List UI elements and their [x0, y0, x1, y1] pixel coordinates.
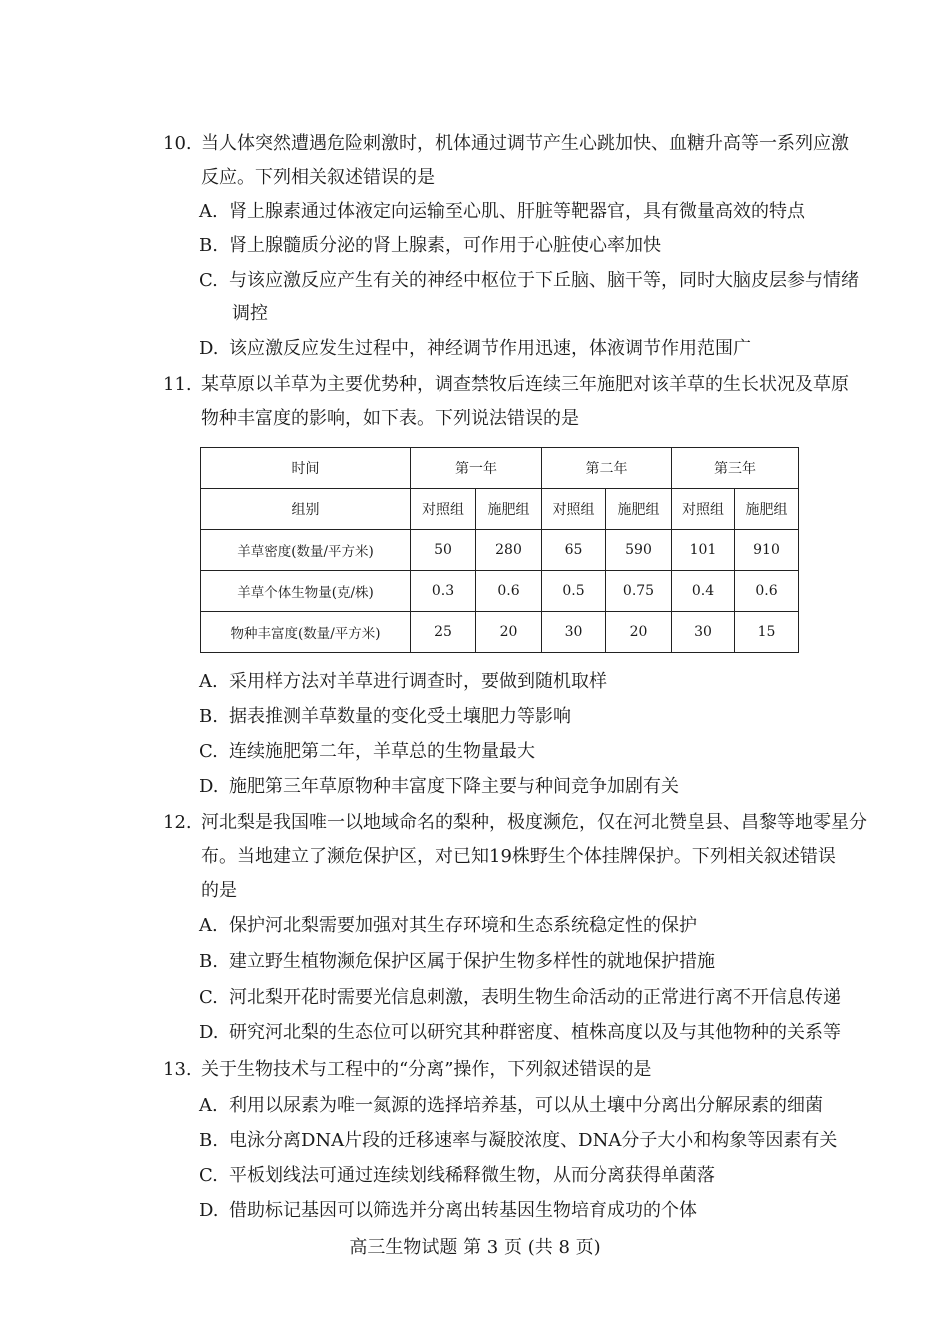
question-stem-line: 河北梨是我国唯一以地域命名的梨种，极度濒危，仅在河北赞皇县、昌黎等地零星分	[201, 812, 867, 833]
table-header-cell: 对照组	[542, 489, 606, 530]
option-d	[199, 1199, 697, 1223]
option-text: 肾上腺素通过体液定向运输至心肌、肝脏等靶器官，具有微量高效的特点	[229, 201, 805, 222]
table-header-row	[201, 448, 799, 489]
option-text: 采用样方法对羊草进行调查时，要做到随机取样	[229, 671, 607, 692]
table-header-cell: 对照组	[411, 489, 476, 530]
table-cell: 30	[542, 612, 606, 653]
option-label: B.	[199, 1130, 218, 1151]
option-text: 利用以尿素为唯一氮源的选择培养基，可以从土壤中分离出分解尿素的细菌	[229, 1095, 823, 1116]
option-label: D.	[199, 338, 219, 359]
table-cell: 65	[542, 530, 606, 571]
table-header-cell: 时间	[201, 448, 411, 489]
question-stem-line: 物种丰富度的影响，如下表。下列说法错误的是	[201, 408, 579, 429]
table-header-cell: 第二年	[542, 448, 672, 489]
option-text: 保护河北梨需要加强对其生存环境和生态系统稳定性的保护	[229, 915, 697, 936]
question-number: 10.	[163, 133, 192, 154]
option-label: B.	[199, 706, 218, 727]
option-text: 施肥第三年草原物种丰富度下降主要与种间竞争加剧有关	[229, 776, 679, 797]
option-text: 与该应激反应产生有关的神经中枢位于下丘脑、脑干等，同时大脑皮层参与情绪	[229, 270, 859, 291]
table-header-cell: 第三年	[672, 448, 799, 489]
option-d	[199, 1021, 841, 1045]
table-row	[201, 571, 799, 612]
option-label: C.	[199, 987, 218, 1008]
table-row	[201, 530, 799, 571]
option-label: B.	[199, 951, 218, 972]
option-label: A.	[199, 671, 218, 692]
option-label: A.	[199, 1095, 218, 1116]
option-b	[199, 1129, 837, 1153]
option-label: C.	[199, 741, 218, 762]
table-header-cell: 组别	[201, 489, 411, 530]
option-a	[199, 1094, 823, 1118]
table-cell: 910	[735, 530, 799, 571]
option-d	[199, 775, 679, 799]
table-header-cell: 第一年	[411, 448, 542, 489]
table-cell: 15	[735, 612, 799, 653]
option-b	[199, 950, 715, 974]
question-number: 12.	[163, 812, 192, 833]
option-label: C.	[199, 1165, 218, 1186]
option-label: D.	[199, 776, 219, 797]
table-cell: 0.5	[542, 571, 606, 612]
table-cell: 0.75	[606, 571, 672, 612]
option-label: D.	[199, 1200, 219, 1221]
option-label: A.	[199, 915, 218, 936]
question-stem-line: 某草原以羊草为主要优势种，调查禁牧后连续三年施肥对该羊草的生长状况及草原	[201, 374, 849, 395]
table-row-label: 羊草密度(数量/平方米)	[201, 530, 411, 571]
option-text: 电泳分离DNA片段的迁移速率与凝胶浓度、DNA分子大小和构象等因素有关	[229, 1130, 838, 1151]
option-label: C.	[199, 270, 218, 291]
table-cell: 20	[606, 612, 672, 653]
option-text: 肾上腺髓质分泌的肾上腺素，可作用于心脏使心率加快	[229, 235, 661, 256]
table-header-row	[201, 489, 799, 530]
table-cell: 25	[411, 612, 476, 653]
option-text: 河北梨开花时需要光信息刺激，表明生物生命活动的正常进行离不开信息传递	[229, 987, 841, 1008]
table-cell: 101	[672, 530, 735, 571]
option-text: 该应激反应发生过程中，神经调节作用迅速，体液调节作用范围广	[229, 338, 751, 359]
table-cell: 590	[606, 530, 672, 571]
table-cell: 0.6	[476, 571, 542, 612]
table-header-cell: 施肥组	[735, 489, 799, 530]
table-header-cell: 施肥组	[606, 489, 672, 530]
option-text-continued: 调控	[232, 303, 268, 324]
table-cell: 0.6	[735, 571, 799, 612]
table-row-label: 羊草个体生物量(克/株)	[201, 571, 411, 612]
table-header-cell: 施肥组	[476, 489, 542, 530]
table-cell: 20	[476, 612, 542, 653]
question-number: 11.	[163, 374, 192, 395]
option-text: 据表推测羊草数量的变化受土壤肥力等影响	[229, 706, 571, 727]
table-header-cell: 对照组	[672, 489, 735, 530]
question-stem-line: 布。当地建立了濒危保护区，对已知19株野生个体挂牌保护。下列相关叙述错误	[201, 846, 836, 867]
option-label: B.	[199, 235, 218, 256]
option-label: A.	[199, 201, 218, 222]
data-table	[200, 447, 799, 653]
table-row-label: 物种丰富度(数量/平方米)	[201, 612, 411, 653]
table-cell: 0.4	[672, 571, 735, 612]
table-cell: 280	[476, 530, 542, 571]
table-row	[201, 612, 799, 653]
option-c	[199, 1164, 715, 1188]
option-text: 平板划线法可通过连续划线稀释微生物，从而分离获得单菌落	[229, 1165, 715, 1186]
option-b	[199, 705, 571, 729]
table-cell: 30	[672, 612, 735, 653]
page-footer: 高三生物试题 第 3 页 (共 8 页)	[349, 1237, 601, 1258]
option-b	[199, 234, 661, 258]
question-stem-line: 的是	[201, 880, 237, 901]
question-number: 13.	[163, 1059, 192, 1080]
question-stem-line: 当人体突然遭遇危险刺激时，机体通过调节产生心跳加快、血糖升高等一系列应激	[201, 133, 849, 154]
option-d	[199, 337, 751, 361]
table-cell: 50	[411, 530, 476, 571]
question-stem-line: 关于生物技术与工程中的“分离”操作，下列叙述错误的是	[201, 1059, 652, 1080]
option-text: 建立野生植物濒危保护区属于保护生物多样性的就地保护措施	[229, 951, 715, 972]
option-a	[199, 670, 607, 694]
option-c	[199, 740, 535, 764]
option-text: 连续施肥第二年，羊草总的生物量最大	[229, 741, 535, 762]
table-cell: 0.3	[411, 571, 476, 612]
option-c	[199, 986, 841, 1010]
option-a	[199, 200, 805, 224]
option-text: 研究河北梨的生态位可以研究其种群密度、植株高度以及与其他物种的关系等	[229, 1022, 841, 1043]
option-c	[199, 269, 859, 293]
question-stem-line: 反应。下列相关叙述错误的是	[201, 167, 435, 188]
option-text: 借助标记基因可以筛选并分离出转基因生物培育成功的个体	[229, 1200, 697, 1221]
option-a	[199, 914, 697, 938]
option-label: D.	[199, 1022, 219, 1043]
